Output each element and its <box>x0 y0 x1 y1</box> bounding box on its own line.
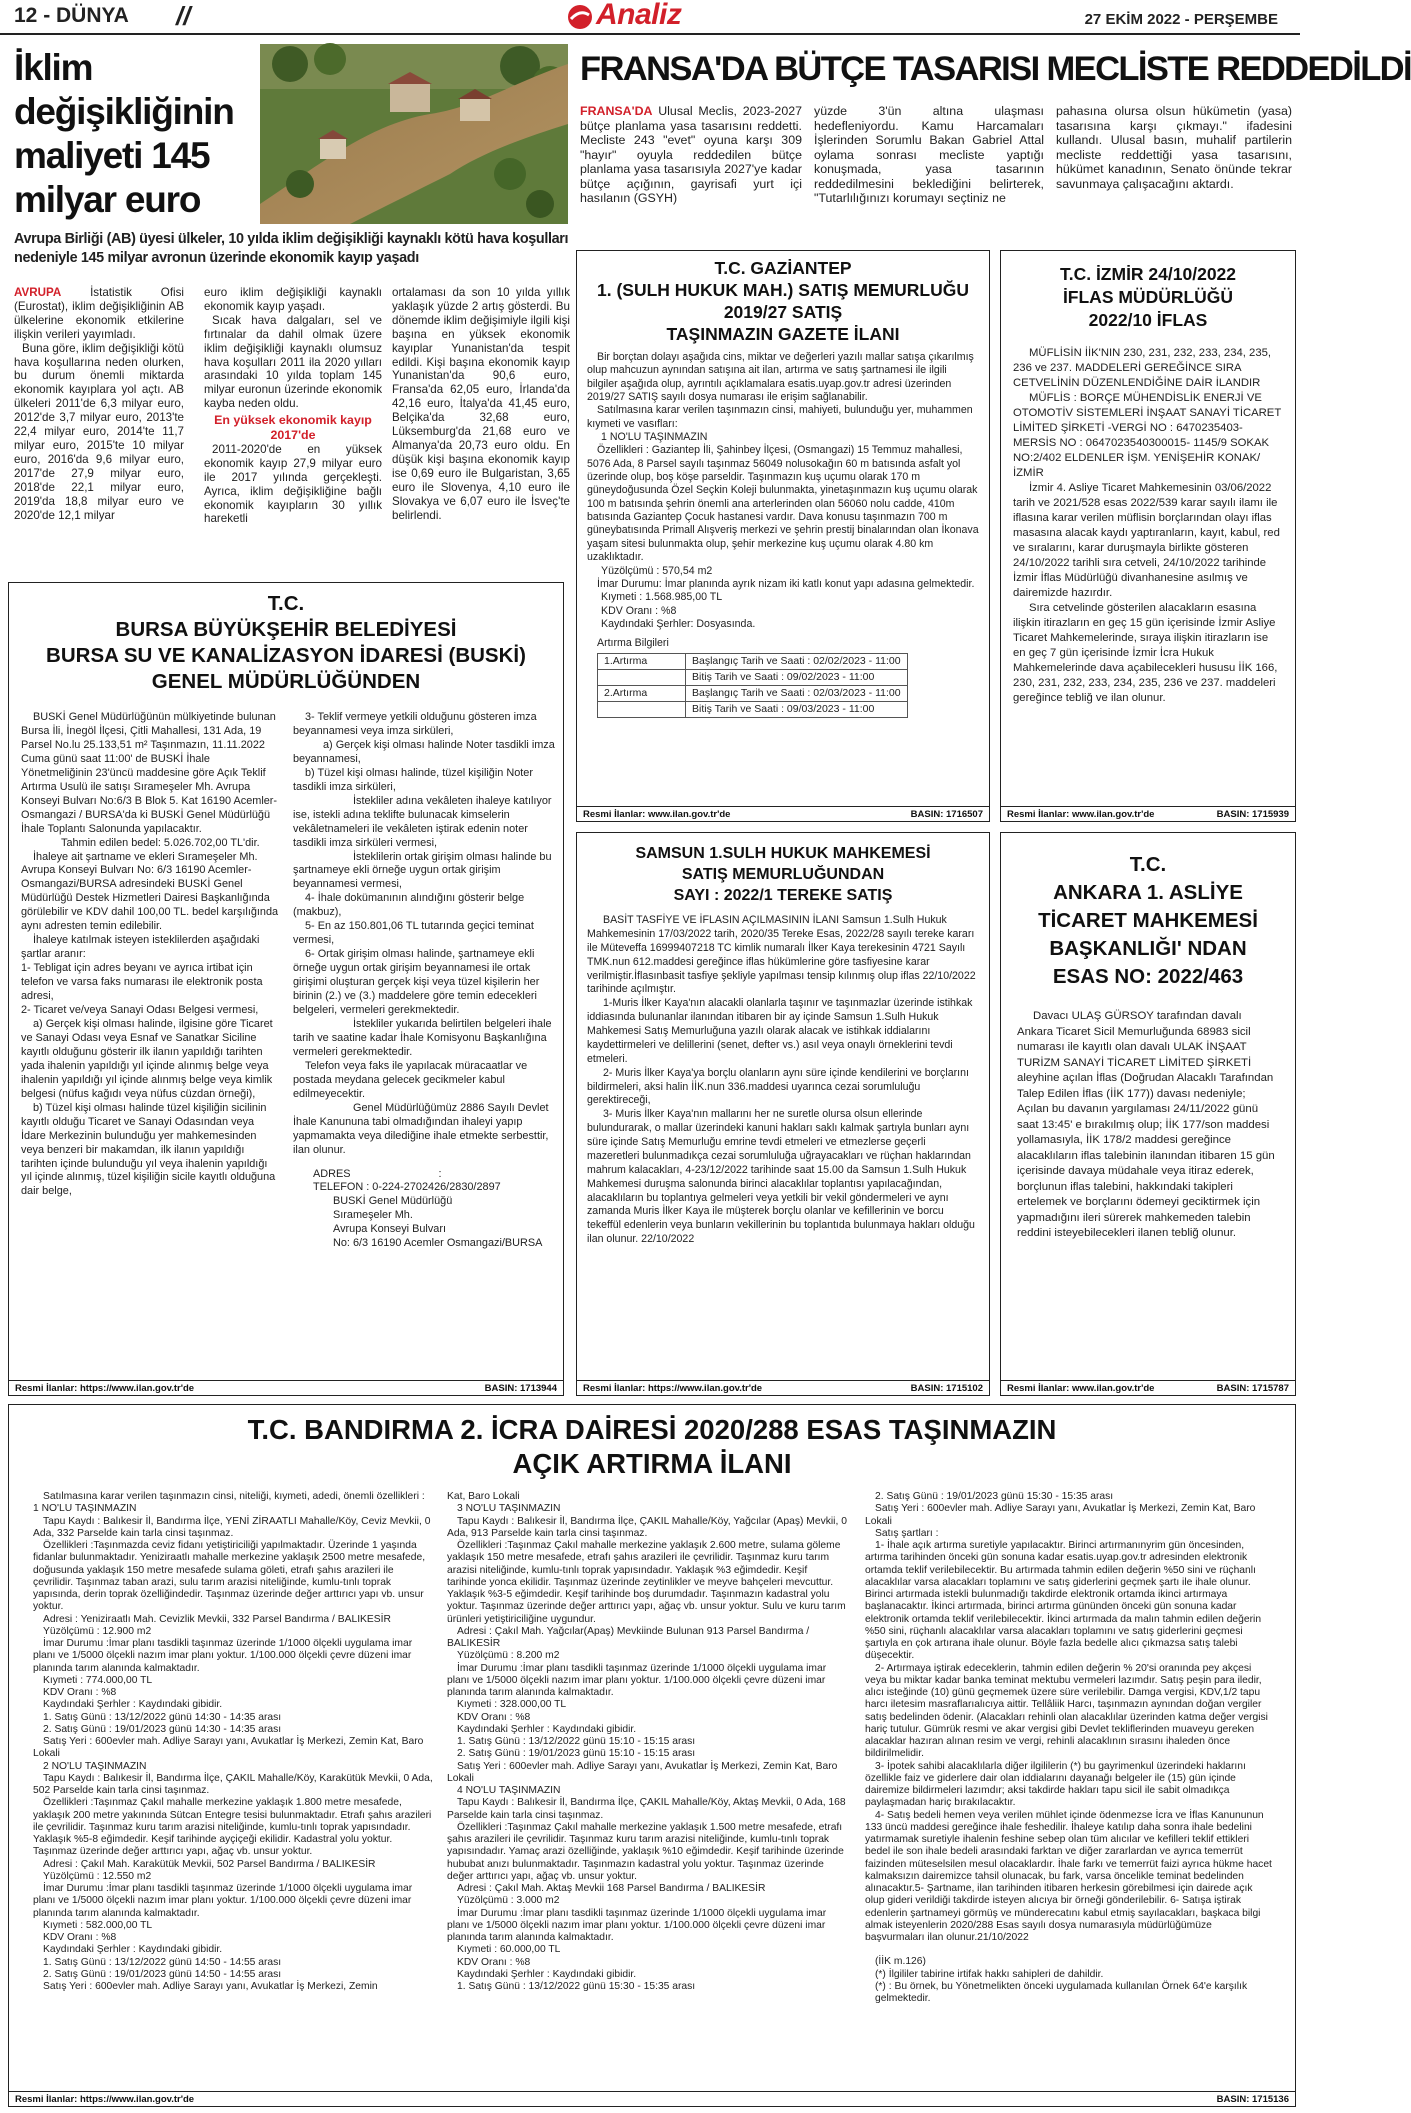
table-row: Bitiş Tarih ve Saati : 09/02/2023 - 11:00 <box>598 669 908 685</box>
ad-bandirma-col2: Kat, Baro Lokali 3 NO'LU TAŞINMAZIN Tapu Kaydı : Balıkesir İl, Bandırma İlçe, ÇAKIL Mahalle/Köy, Yağcılar (Apaş) Mevkii, 0 Ada, 913 Parselde kain tarla cinsi taşınmaz. Özellikleri :Taşınmaz Çakıl mahalle merkezine yaklaşık 2.600 metre, sulama göleme yaklaşık 150 metre mesafede, etrafı şahıs arazileri ile çevrilidir. Taşınmaz kuru tarım arazisi niteliğinde, kumlu-tınlı toprak yapısındadır. Yaklaşık %3 eğimdedir. Keşif tarihinde yonca ekilidir. Taşınmaz üzerinde zeytinlikler ve meyve bahçeleri mevcuttur. Yaklaşık %3-5 eğimdedir. Keşif tarihinde boş durumdadır. Taşınmazın kadastral yolu yoktur. Taşınmaz üzerinde değer arttırıcı yapı, ağaç vb. unsur yoktur. Sulu ve kuru tarım ürünleri yetiştiriciliğine uygundur. Adresi : Çakıl Mah. Yağcılar(Apaş) Mevkiinde Bulunan 913 Parsel Bandırma / BALIKESİR Yüzölçümü : 8.200 m2 İmar Durumu :İmar planı tasdikli taşınmaz üzerinde 1/1000 ölçekli uygulama imar planı ve 1/5000 ölçekli nazım imar planı yoktur. 1/100.000 ölçekli çevre düzeni imar planında tarım alanında kalmaktadır. Kıymeti : 328.000,00 TL KDV Oranı : %8 Kaydındaki Şerhler : Kaydındaki gibidir. 1. Satış Günü : 13/12/2022 günü 15:10 - 15:15 arası 2. Satış Günü : 19/01/2023 günü 15:10 - 15:15 arası Satış Yeri : 600evler mah. Adliye Sarayı yanı, Avukatlar İş Merkezi, Zemin Kat, Baro Lokali 4 NO'LU TAŞINMAZIN Tapu Kaydı : Balıkesir İl, Bandırma İlçe, ÇAKIL Mahalle/Köy, Aktaş Mevkii, 0 Ada, 168 Parselde kain tarla cinsi taşınmaz. Özellikleri :Taşınmaz Çakıl mahalle merkezine yaklaşık 1.500 metre mesafede, etrafı şahıs arazileri ile çevrilidir. Taşınmaz kuru tarım arazisi niteliğinde, kumlu-tınlı toprak yapısındadır. Yamaç arazi özelliğinde, yaklaşık %10 eğimdedir. Keşif tarihinde üzerinde hububat anızı bulunmaktadır. Taşınmazın kadastral yolu yoktur. Taşınmaz üzerinde değer arttırıcı yapı, ağaç vb. unsur yoktur. Adresi : Çakıl Mah. Aktaş Mevkii 168 Parsel Bandırma / BALIKESİR Yüzölçümü : 3.000 m2 İmar Durumu :İmar planı tasdikli taşınmaz üzerinde 1/1000 ölçekli uygulama imar planı ve 1/5000 ölçekli nazım imar planı yoktur. 1/100.000 ölçekli çevre düzeni imar planında tarım alanında kalmaktadır. Kıymeti : 60.000,00 TL KDV Oranı : %8 Kaydındaki Şerhler : Kaydındaki gibidir. 1. Satış Günü : 13/12/2022 günü 15:30 - 15:35 arası <box>447 1491 847 1992</box>
ad-samsun-title2: SATIŞ MEMURLUĞUNDAN <box>681 866 885 883</box>
article-france-col2 <box>814 104 1044 228</box>
ad-buski-tel: TELEFON : 0-224-2702426/2830/2897 <box>313 1181 501 1194</box>
ad-izmir-title1: T.C. İZMİR 24/10/2022 <box>1059 264 1237 284</box>
flood-photo-image <box>260 44 568 224</box>
ad-izmir-footer <box>1001 806 1295 821</box>
ad-gaziantep-p9: Kaydındaki Şerhler: Dosyasında. <box>601 617 756 630</box>
ad-samsun-p4: 3- Muris İlker Kaya'nın mallarını her ne suretle olursa olsun ellerinde bulundurarak, o mallar üzerindeki kanuni hakları saklı kalmak şartıyla bunları aynı süre içinde Satış Memurluğu emrine tevdi etmeleri ve etmezlerse geçerli mazeretleri bulunmadıkça cezai sorumluluğa uğrayacakları ve rüçhan haklarından mahrum kalacakları, 4-23/12/2022 tarihinde saat 15.00 da Samsun 1.Sulh Hukuk Mahkemesi duruşma salonunda birinci alacaklılar toplantısı yapılacağından, alacaklıların bu toplantıya gelmeleri veya yetkili bir vekil göndermeleri ve aynı zamanda Muris İlker Kaya ile müşterek borçlu olanlar ve kefillerinin ve borcu tekeffül edenlerin veya bunların vekillerinin bu toplantıda bulunmaya hakları olduğu ilan olunur. 22/10/2022 <box>587 1108 975 1246</box>
ad-buski-left <box>21 711 281 1375</box>
article-france-col3-text: pahasına olursa olsun hükümetin (yasa) tasarısına karşı çıkmayı." ifadesini kullandı. Ulusal basın, muhalif partilerin mecliste reddettiği yasa tasarısını, hükümet kanadının, Senato önünde tekrar savunmaya çalışacağını aktardı. <box>1056 104 1292 191</box>
ad-gaziantep-title3: 2019/27 SATIŞ <box>723 302 843 322</box>
ad-gaziantep-p3: 1 NO'LU TAŞINMAZIN <box>601 431 708 444</box>
ad-buski-l4: İhaleye katılmak isteyen isteklilerden aşağıdaki şartlar aranır: <box>21 934 260 961</box>
ad-buski-adres-l1: BUSKİ Genel Müdürlüğü <box>333 1195 453 1208</box>
ad-samsun-footer-link[interactable]: Resmi İlanlar: https://www.ilan.gov.tr'de <box>583 1383 763 1394</box>
ad-gaziantep-p2: Satılmasına karar verilen taşınmazın cinsi, mahiyeti, bulunduğu yer, muhammen kıymeti ve vasıfları: <box>587 404 973 430</box>
article-climate-col3-p1: ortalaması da son 10 yılda yıllık yaklaşık yüzde 2 artış gösterdi. Bu dönemde iklim değişimiyle ilgili kişi başına en yüksek ekonomik kayıplar Yunanistan'da tespit edildi. Kişi başına ekonomik kayıp Yunanistan'da 90,6 euro, Fransa'da 62,05 euro, İrlanda'da 42,16 euro, İtalya'da 41,45 euro, Belçika'da 32,68 euro, Lüksemburg'da 21,68 euro ve Almanya'da 20,73 euro oldu. En düşük kişi başına ekonomik kayıp ise 0,69 euro ile Bulgaristan, 3,65 euro ile Slovenya, 4,10 euro ile Slovakya ve 6,07 euro ile İsveç'te belirlendi. <box>392 286 570 522</box>
article-climate-col2-p3: 2011-2020'de en yüksek ekonomik kayıp 27,9 milyar euro ile 2017 yılında gerçekleşti. Ayrıca, iklim değişikliğine bağlı ekonomik kayıpların 30 yıllık hareketli <box>204 442 382 526</box>
ad-buski-l7: a) Gerçek kişi olması halinde, ilgisine göre Ticaret ve Sanayi Odası veya Esnaf ve Sanatkar Siciline kayıtlı olduğunu gösterir ilk ilanın yapıldığı tarihten yada ihalenin yapıldığı yıl içinde alınmış belge veya ihalenin yapıldığı yıl içinde alınmış belge veya kimlik belgesi (nüfus kağıdı veya nüfus cüzdan örneği), <box>21 1017 273 1100</box>
ad-ankara-footer-link[interactable]: Resmi İlanlar: www.ilan.gov.tr'de <box>1007 1383 1155 1394</box>
flood-photo <box>260 44 568 224</box>
ad-buski-adres-label: ADRES <box>313 1167 351 1180</box>
ad-samsun-footer <box>577 1380 989 1395</box>
ad-samsun-p2: 1-Muris İlker Kaya'nın alacakli olanlarla taşınır ve taşınmazlar üzerinde istihkak iddiasında bulunanlar ilanından itibaren bir ay içinde Samsun 1.Sulh Hukuk Mahkemesi Satış Memurluğuna yazılı olarak alacak ve istihkak iddialarını kaydettirmeleri ve delillerini (senet, defter vs.) asıl veya onaylı örneklerini tevdi etmeleri. <box>587 997 973 1065</box>
ad-buski-title3: BURSA SU VE KANALİZASYON İDARESİ (BUSKİ) <box>46 644 526 667</box>
ad-bandirma-title2: AÇIK ARTIRMA İLANI <box>512 1448 792 1479</box>
ad-buski-l8: b) Tüzel kişi olması halinde tüzel kişiliğin sicilinin kayıtlı olduğu Ticaret ve Sanayi Odasından veya İdare Merkezinin bulunduğu yer mahkemesinden veya benzeri bir makamdan, ilk ilanın yapıldığı tarihten içinde bulunduğu yıl veya ihalenin yapıldığı yıl içinde alınmış, tüzel kişiliğin sicile kayıtlı olduğuna dair belge, <box>21 1101 276 1198</box>
article-climate-col2-p1: euro iklim değişikliği kaynaklı ekonomik kayıp yaşadı. <box>204 286 382 313</box>
ad-ankara-p1: Davacı ULAŞ GÜRSOY tarafından davalı Ankara Ticaret Sicil Memurluğunda 68983 sicil numarası ile kayıtlı olan davalı ULAK İNŞAAT TURİZM SANAYİ TİCARET LİMİTED ŞİRKETİ aleyhine açılan İflas (Doğrudan Alacaklı Tarafından Talep Edilen İflas (İİK 177)) davası nedeniyle; Açılan bu davanın yargılaması 24/11/2022 günü saat 13:45' e bırakılmış olup; İİK 177/son maddesi yollamasıyla, İİK 178/2 maddesi gereğince alacaklıların iflas talebinin ilanından itibaren 15 gün içerisinde davaya müdahale veya itiraz ederek, borçlunun iflas talebini, hakkındaki takipleri ertelemek ve borçlarını ödemeyi geciktirmek için yapmadığını ileri sürerek mahkemeden talebin reddini isteyebilecekleri ilanen tebliğ olunur. <box>1017 1010 1275 1239</box>
ad-gaziantep-title2: 1. (SULH HUKUK MAH.) SATIŞ MEMURLUĞU <box>596 280 970 300</box>
ad-buski-l1: BUSKİ Genel Müdürlüğünün mülkiyetinde bulunan Bursa İli, İnegöl İlçesi, Çitli Mahallesi, 131 Ada, 19 Parsel No.lu 25.133,51 m² Taşınmazın, 11.11.2022 Cuma günü saat 11:00' de BUSKİ İhale Yönetmeliğinin 23'üncü maddesine göre Açık Teklif Artırma Usulü ile satışı Sırameşeler Mh. Avrupa Konseyi Bulvarı No:6/3 B Blok 5. Kat 16190 Acemler-Osmangazi / BURSA'da ki BUSKİ Genel Müdürlüğü İhale Toplantı Salonunda yapılacaktır. <box>21 711 278 835</box>
ad-gaziantep-p4: Özellikleri : Gaziantep İli, Şahinbey İlçesi, (Osmangazi) 15 Temmuz mahallesi, 5076 Ada, 8 Parsel sayılı taşınmaz 56049 nolusokağın 60 m batısında asfalt yol üzerinde olup, boş köşe parseldir. Taşınmazın kuş uçumu olarak 170 m güneydoğusunda Özel Seçkin Koleji bulunmakta, yinetaşınmazın kuş uçumu olarak 100 m batısında şehrin önemli ana arterlerinden olan 56060 nolu cadde, 410m batısında Gaziantep Çocuk hastanesi vardır. Dava konusu taşınmazın 700 m güneybatısında Primall Alışveriş merkezi ve şehrin prestij binalarından olan İkonava yaşam sitesi bulunmakta olup, şehir merkezine kuş uçumu olarak 4.80 km uzaklıktadır. <box>587 444 979 564</box>
ad-gaziantep-footer-code: BASIN: 1716507 <box>910 809 983 820</box>
logo-mark-icon <box>566 3 594 31</box>
ad-buski-title1: T.C. <box>267 592 305 615</box>
ad-ankara-title1: T.C. <box>1129 853 1167 876</box>
auction-table <box>597 653 908 719</box>
ad-bandirma-col3: 2. Satış Günü : 19/01/2023 günü 15:30 - 15:35 arası Satış Yeri : 600evler mah. Adliye Sarayı yanı, Avukatlar İş Merkezi, Zemin Kat, Baro Lokali Satış şartları : 1- İhale açık artırma suretiyle yapılacaktır. Birinci artırmanınyrim gün öncesinden, artırma tarihinden önceki gün sonuna kadar esatis.uyap.gov.tr adresinden elektronik ortamda teklif verilebilecektir. Bu artırmada tahmin edilen değerin %50 sini ve rüçhanlı alacaklılar varsa alacakları toplamını ve satış giderlerini geçmek şartı ile ihale olunur. Birinci artırmada istekli bulunmadığı takdirde elektronik ortamda ikinci artırmaya başlanacaktır. İkinci artırmada, birinci artırma gününden önceki gün sonuna kadar elektronik ortamda teklif verilebilecektir. İkinci artırmada da malın tahmin edilen değerin %50 sini, rüçhanlı alacaklılar varsa alacakları toplamını ve satış giderlerini geçmesi şartıyla en çok artırana ihale olunur. Böyle fazla bedelle alıcı çıkmazsa satış talebi düşecektir. 2- Artırmaya iştirak edeceklerin, tahmin edilen değerin % 20'si oranında pey akçesi veya bu miktar kadar banka teminat mektubu vermeleri lazımdır. Satış peşin para iledir, alıcı isteğinde (10) günü geçmemek üzere süre verilebilir. Damga vergisi, KDV,1/2 tapu harcı iletesim masraflarıalıcıya aittir. Tellâliik Harcı, taşınmazın aynından doğan vergiler satış bedelinden ödenir. (Alacakları rehinli olan alacaklılar üzerinden katma değer vergisi hariç tutulur. Gümrük resmi ve akar vergisi gibi Devlet tekliflerinden muaveyu gereken alacaklar hazıran alınan resim ve vergi, rehinli alacaklının sırasını ihaleden önce bildirilmelidir. 3- İpotek sahibi alacaklılarla diğer ilgililerin (*) bu gayrimenkul üzerindeki haklarını özellikle faiz ve giderlere dair olan iddialarını dayanağı belgeler ile (15) gün içinde dairemize bildirmeleri lazımdır; aksi takdirde hakları tapu sicil ile sabit olmadıkça paylaşmadan hariç bırakılacaktır. 4- Satış bedeli hemen veya verilen mühlet içinde ödenmezse İcra ve İflas Kanununun 133 üncü maddesi gereğince ihale feshedilir. İhaleye katılıp daha sonra ihale bedelini yatırmamak suretiyle ihalenin feshine sebep olan tüm alıcılar ve kefilleri teklif ettikleri bedel ile son ihale bedeli arasındaki farktan ve diğer zararlardan ve ayrıca temerrüt faizinden müteselsilen mesul olacaklardır. İhale farkı ve temerrüt faizi ayrıca hükme hacet kalmaksızın dairemizce tahsil olunacak, bu fark, varsa öncelikle teminat bedelinden alınacaktır.5- Şartname, ilan tarihinden itibaren herkesin görebilmesi için dairede açık olup gideri verildiği takdirde isteyen alıcıya bir örneği gönderilebilir. 6- Satışa iştirak edenlerin şartnameyi görmüş ve münderecatını kabul etmiş sayılacakları, başkaca bilgi almak isteyenlerin 2020/288 Esas sayılı dosya numarasıyla müdürlüğümüze başvurmaları ilan olunur.21/10/2022 (İİK m.126) (*) İlgililer tabirine irtifak hakkı sahipleri de dahildir. (*) : Bu örnek, bu Yönetmelikten önceki uygulamada kullanılan Örnek 64'e karşılık gelmektedir. <box>865 1491 1272 2004</box>
article-france-col2-text: yüzde 3'ün altına ulaşması hedefleniyordu. Kamu Harcamaları İşlerinden Sorumlu Bakan Gabriel Attal oylama sonrası mecliste yaptığı konuşmada, yasa tasarının reddedilmesini beklediğini belirterek, "Tutarlılığınızı korumayı seçtiniz ne <box>814 104 1044 205</box>
article-climate-lead: AVRUPA <box>14 286 62 299</box>
ad-buski-l3: İhaleye ait şartname ve ekleri Sırameşeler Mh. Avrupa Konseyi Bulvarı No: 6/3 16190 Acemler-Osmangazi/BURSA adresindeki BUSKİ Genel Müdürlüğü Destek Hizmetleri Dairesi Başkanlığında görülebilir ve KDV dahil 100,00 TL. bedel karşılığında aynı adresten temin edilebilir. <box>21 850 279 933</box>
page-header <box>0 0 1300 34</box>
ad-izmir-p1: MÜFLİSİN İİK'NIN 230, 231, 232, 233, 234, 235, 236 ve 237. MADDELERİ GEREĞİNCE SIRA CETVELİNİN DÜZENLENDİĞİNE DAİR İLANDIR <box>1013 347 1272 390</box>
ad-bandirma-title1: T.C. BANDIRMA 2. İCRA DAİRESİ 2020/288 ESAS TAŞINMAZIN <box>247 1414 1057 1445</box>
article-france-title: FRANSA'DA BÜTÇE TASARISI MECLİSTE REDDEDİLDİ <box>580 50 1411 88</box>
ad-bandirma-footer-code: BASIN: 1715136 <box>1216 2094 1289 2105</box>
ad-izmir-title3: 2022/10 İFLAS <box>1088 310 1208 330</box>
ad-gaziantep <box>576 250 990 822</box>
ad-samsun-title3: SAYI : 2022/1 TEREKE SATIŞ <box>673 887 893 904</box>
article-france-col1 <box>580 104 802 228</box>
ad-buski-footer <box>9 1380 563 1395</box>
ad-buski-r6: 4- İhale dokümanının alındığını gösterir belge (makbuz), <box>293 892 525 919</box>
page-label: 12 - DÜNYA <box>14 4 129 27</box>
article-climate-title: İklim değişikliğinin maliyeti 145 milyar euro <box>14 47 234 220</box>
article-climate-subhead: En yüksek ekonomik kayıp 2017'de <box>214 413 372 443</box>
ad-buski-l6: 2- Ticaret ve/veya Sanayi Odası Belgesi vermesi, <box>21 1004 259 1017</box>
ad-buski-adres-l2: Sırameşeler Mh. <box>333 1209 413 1222</box>
ad-buski-r9: İstekliler yukarıda belirtilen belgeleri ihale tarih ve saatine kadar İhale Komisyonu Başkanlığına vermeleri gerekmektedir. <box>293 1017 552 1058</box>
ad-buski-title2: BURSA BÜYÜKŞEHİR BELEDİYESİ <box>115 618 457 641</box>
ad-gaziantep-p5: Yüzölçümü : 570,54 m2 <box>601 564 713 577</box>
ad-buski-address <box>293 1168 555 1252</box>
ad-izmir-p3: İzmir 4. Asliye Ticaret Mahkemesinin 03/06/2022 tarih ve 2021/528 esas 2022/539 karar sayılı ilamı ile iflasına karar verilen müflisin borçlarından olayı iflas masasına alacak kaydı yaptıranların, kayıt, kabul, red ve sıralarını, karar duruşmayla birlikte gösteren 24/10/2022 tarihli sıra cetveli, 24/10/2022 tarihinde İzmir İflas Müdürlüğü divanhanesine asılmış ve dairemizde hazırdır. <box>1013 482 1280 600</box>
article-climate-lead-rest: İstatistik Ofisi (Eurostat), iklim değişikliğinin AB ülkelerine ekonomik etkilerine ilişkin verileri yayımladı. <box>14 286 184 341</box>
header-rule <box>0 33 1300 35</box>
ad-izmir-title2: İFLAS MÜDÜRLÜĞÜ <box>1062 287 1234 307</box>
logo-text: Analiz <box>596 0 682 31</box>
article-france-col3 <box>1056 104 1292 228</box>
table-row: Bitiş Tarih ve Saati : 09/03/2023 - 11:00 <box>598 702 908 718</box>
ad-gaziantep-footer-link[interactable]: Resmi İlanlar: www.ilan.gov.tr'de <box>583 809 731 820</box>
ad-izmir-p2: MÜFLİS : BORÇE MÜHENDİSLİK ENERJİ VE OTOMOTİV SİSTEMLERİ İNŞAAT SANAYİ TİCARET LİMİTED ŞİRKETİ -VERGİ NO : 6470235403- MERSİS NO : 0647023540300015- 1145/9 SOKAK NO:2/402 ELDENLER İŞM. YENİŞEHİR KONAK/İZMİR <box>1013 392 1282 480</box>
ad-buski-l5: 1- Tebligat için adres beyanı ve ayrıca irtibat için telefon ve varsa faks numarası ile elektronik posta adresi, <box>21 962 263 1003</box>
article-climate-subtitle: Avrupa Birliği (AB) üyesi ülkeler, 10 yılda iklim değişikliği kaynaklı kötü hava koşulları nedeniyle 145 milyar avronun üzerinde ekonomik kayıp yaşadı <box>14 231 569 266</box>
ad-samsun-footer-code: BASIN: 1715102 <box>910 1383 983 1394</box>
ad-buski-r7: 5- En az 150.801,06 TL tutarında geçici teminat vermesi, <box>293 920 534 947</box>
ad-samsun-p3: 2- Muris İlker Kaya'ya borçlu olanların aynı süre içinde kendilerini ve borçlarını bildirmeleri, aksi halin İİK.nun 336.maddesi uyarınca cezai sorumluluğu gerektireceği, <box>587 1066 969 1107</box>
ad-izmir <box>1000 250 1296 822</box>
ad-buski-footer-link[interactable]: Resmi İlanlar: https://www.ilan.gov.tr'de <box>15 1383 195 1394</box>
ad-izmir-p4: Sıra cetvelinde gösterilen alacakların esasına ilişkin itirazların en geç 15 gün içerisinde İzmir Asliye Ticaret Mahkemelerinde, sıraya ilişkin itirazların ise en geç 7 gün içerisinde İzmir İcra Hukuk Mahkemelerinde dava açabilecekleri hususu İİK 166, 230, 231, 232, 233, 234, 235, 236 ve 237. maddeleri gereğince tebliğ ve ilan olunur. <box>1013 602 1278 705</box>
table-row: 2.Artırma Başlangıç Tarih ve Saati : 02/03/2023 - 11:00 <box>598 686 908 702</box>
ad-ankara <box>1000 832 1296 1396</box>
ad-buski-r5: İsteklilerin ortak girişim olması halinde bu şartnameye ekli örneğe uygun ortak girişim beyannamesi vermesi, <box>293 850 552 891</box>
ad-buski-adres-l3: Avrupa Konseyi Bulvarı <box>333 1223 447 1236</box>
ad-gaziantep-title1: T.C. GAZİANTEP <box>714 258 852 278</box>
ad-buski-r4: İstekliler adına vekâleten ihaleye katılıyor ise, istekli adına teklifte bulunacak kimselerin vekâletnameleri ile vekâleten iştirak edenin noter tasdikli imza sirküleri vermesi, <box>293 794 552 849</box>
header-slashes: // <box>176 1 191 31</box>
ad-gaziantep-p7: Kıymeti : 1.568.985,00 TL <box>601 591 723 604</box>
table-row: 1.Artırma Başlangıç Tarih ve Saati : 02/02/2023 - 11:00 <box>598 653 908 669</box>
ad-buski-r1: 3- Teklif vermeye yetkili olduğunu gösteren imza beyannamesi veya imza sirküleri, <box>293 711 537 737</box>
ad-ankara-footer <box>1001 1380 1295 1395</box>
ad-buski-r2: a) Gerçek kişi olması halinde Noter tasdikli imza beyannamesi, <box>293 738 555 765</box>
issue-date: 27 EKİM 2022 - PERŞEMBE <box>1084 11 1278 28</box>
ad-samsun-p1: BASİT TASFİYE VE İFLASIN AÇILMASININ İLANI Samsun 1.Sulh Hukuk Mahkemesinin 17/03/2022 tarih, 2020/35 Tereke Esas, 2022/28 sayılı tereke kararı ile Müteveffa 16999407218 TC kimlik numaralı İlker Kaya terekesinin 4721 Sayılı TMK.nun 612.maddesi gereğince iflas hükümlerine göre tasfiyesine karar verilmiştir.İflasınbasit tasfiye şekliyle yapılması tensip kılınmış olup iflas 22/10/2022 tarihinde açılmıştır. <box>587 914 976 996</box>
ad-izmir-footer-code: BASIN: 1715939 <box>1216 809 1289 820</box>
article-france-col1-text: Ulusal Meclis, 2023-2027 bütçe planlama yasa tasarısını reddetti. Mecliste 243 "evet" oyuna karşı 309 "hayır" oyuyla reddedilen bütçe planlama yasa tasarısıyla 2027'ye kadar bütçe açığının, gayrisafi yurt içi hasılanın (GSYH) <box>580 104 802 205</box>
ad-buski-right <box>293 711 555 1375</box>
ad-gaziantep-footer <box>577 806 989 821</box>
ad-buski-adres-l4: No: 6/3 16190 Acemler Osmangazi/BURSA <box>333 1237 543 1250</box>
ad-samsun <box>576 832 990 1396</box>
ad-buski-adres-colon: : <box>438 1167 442 1180</box>
ad-buski-title4: GENEL MÜDÜRLÜĞÜNDEN <box>151 670 421 693</box>
ad-gaziantep-p1: Bir borçtan dolayı aşağıda cins, miktar ve değerleri yazılı mallar satışa çıkarılmış olup mahcuzun aynından satışına ait ilan, artırma ve satış şartnamesi ile ilgili bilgiler aşağıda olup, ayrıntılı açıklamalara esatis.uyap.gov.tr adresi üzerinden 2019/27 SATIŞ sayılı dosya numarası ile erişim sağlanabilir. <box>587 351 974 404</box>
article-climate-p2: Buna göre, iklim değişikliği kötü hava koşullarına neden olurken, bu durum önemli miktarda ekonomik kayıplara yol açtı. AB ülkeleri 2011'de 6,3 milyar euro, 2012'de 3,7 milyar euro, 2013'te 22,4 milyar euro, 2014'te 11,7 milyar euro, 2015'te 10 milyar euro, 2016'da 9,6 milyar euro, 2017'de 27,9 milyar euro, 2018'de 22,1 milyar euro, 2019'da 18,8 milyar euro ve 2020'de 12,1 milyar <box>14 341 184 522</box>
ad-samsun-title1: SAMSUN 1.SULH HUKUK MAHKEMESİ <box>635 845 931 862</box>
ad-bandirma-footer <box>9 2091 1295 2106</box>
ad-bandirma <box>8 1404 1296 2107</box>
ad-buski-r11: Genel Müdürlüğümüz 2886 Sayılı Devlet İhale Kanununa tabi olmadığından ihaleyi yapıp yapmamakta veya dilediğine ihale etmekte serbesttir, ilan olunur. <box>293 1101 549 1156</box>
ad-buski-r3: b) Tüzel kişi olması halinde, tüzel kişiliğin Noter tasdikli imza sirküleri, <box>293 766 533 793</box>
article-climate-col2 <box>204 286 382 568</box>
ad-buski <box>8 582 564 1396</box>
ad-gaziantep-title4: TAŞINMAZIN GAZETE İLANI <box>666 324 900 344</box>
ad-buski-r10: Telefon veya faks ile yapılacak müracaatlar ve postada meydana gelecek gecikmeler kabul edilmeyecektir. <box>293 1059 528 1100</box>
article-climate-col2-p2: Sıcak hava dalgaları, sel ve fırtınalar da dahil olmak üzere iklim değişikliği kaynaklı olumsuz hava koşulları 2011 ila 2020 yılları arasındaki 10 yılda toplam 145 milyar euronun üzerinde ekonomik kayba neden oldu. <box>204 313 382 411</box>
article-climate-col3 <box>392 286 570 568</box>
ad-gaziantep-table-title: Artırma Bilgileri <box>597 637 669 650</box>
ad-gaziantep-p8: KDV Oranı : %8 <box>601 604 677 617</box>
article-france-lead: FRANSA'DA <box>580 104 653 118</box>
ad-gaziantep-p6: İmar Durumu: İmar planında ayrık nizam iki katlı konut yapı adasına gelmektedir. <box>597 577 975 590</box>
ad-ankara-title2: ANKARA 1. ASLİYE TİCARET MAHKEMESİ BAŞKANLIĞI' NDAN <box>1038 881 1258 960</box>
ad-buski-r8: 6- Ortak girişim olması halinde, şartnameye ekli örneğe uygun ortak girişim beyannamesi ile ortak girişimi oluşturan gerçek kişi veya tüzel kişilerin her birinin (2.) ve (3.) maddelere göre temin edecekleri belgeleri, vermeleri gerekmektedir. <box>293 948 540 1017</box>
ad-ankara-title3: ESAS NO: 2022/463 <box>1052 965 1244 988</box>
ad-izmir-footer-link[interactable]: Resmi İlanlar: www.ilan.gov.tr'de <box>1007 809 1155 820</box>
ad-ankara-footer-code: BASIN: 1715787 <box>1216 1383 1289 1394</box>
ad-buski-footer-code: BASIN: 1713944 <box>484 1383 557 1394</box>
ad-bandirma-col1: Satılmasına karar verilen taşınmazın cinsi, niteliği, kıymeti, adedi, önemli özellikleri : 1 NO'LU TAŞINMAZIN Tapu Kaydı : Balıkesir İl, Bandırma İlçe, YENİ ZİRAATLI Mahalle/Köy, Ceviz Mevkii, 0 Ada, 332 Parselde kain tarla cinsi taşınmaz. Özellikleri :Taşınmazda ceviz fidanı yetiştiriciliği yapılmaktadır. Üzerinde 1 yaşında fidanlar bulunmaktadır. Yeniziraatlı mahalle merkezine yaklaşık 2500 metre mesafede, doğusunda yaklaşık 150 metre mesafede sulama göleti, etrafı şahıs arazileri ile çevrilidir. Taşınmaz taban arazi, sulu tarım arazisi niteliğinde, kumlu-tınlı toprak yapısında, derin toprak özelliğindedir. Taşınmaz üzerinde değer arttırıcı yapı vb. unsur yoktur. Adresi : Yeniziraatlı Mah. Cevizlik Mevkii, 332 Parsel Bandırma / BALIKESİR Yüzölçümü : 12.900 m2 İmar Durumu :İmar planı tasdikli taşınmaz üzerinde 1/1000 ölçekli uygulama imar planı ve 1/5000 ölçekli nazım imar planı yoktur. 1/100.000 ölçekli çevre düzeni imar planında tarım alanında kalmaktadır. Kıymeti : 774.000,00 TL KDV Oranı : %8 Kaydındaki Şerhler : Kaydındaki gibidir. 1. Satış Günü : 13/12/2022 günü 14:30 - 14:35 arası 2. Satış Günü : 19/01/2023 günü 14:30 - 14:35 arası Satış Yeri : 600evler mah. Adliye Sarayı yanı, Avukatlar İş Merkezi, Zemin Kat, Baro Lokali 2 NO'LU TAŞINMAZIN Tapu Kaydı : Balıkesir İl, Bandırma İlçe, ÇAKIL Mahalle/Köy, Karakütük Mevkii, 0 Ada, 502 Parselde kain tarla cinsi taşınmaz. Özellikleri :Taşınmaz Çakıl mahalle merkezine yaklaşık 1.800 metre mesafede, yaklaşık 200 metre yakınında Sütcan Entegre tesisi bulunmaktadır. Etrafı şahıs arazileri ile çevrilidir. Taşınmaz kuru tarım arazisi niteliğinde, kumlu-tınlı toprak yapısındadır. Yaklaşık %5-8 eğimdedir. Keşif tarihinde ayçiçeği ekilidir. Kadastral yolu yoktur. Taşınmaz üzerinde değer arttırıcı yapı, ağaç vb. unsur yoktur. Adresi : Çakıl Mah. Karakütük Mevkii, 502 Parsel Bandırma / BALIKESİR Yüzölçümü : 12.550 m2 İmar Durumu :İmar planı tasdikli taşınmaz üzerinde 1/1000 ölçekli uygulama imar planı ve 1/5000 ölçekli nazım imar planı yoktur. 1/100.000 ölçekli çevre düzeni imar planında tarım alanında kalmaktadır. Kıymeti : 582.000,00 TL KDV Oranı : %8 Kaydındaki Şerhler : Kaydındaki gibidir. 1. Satış Günü : 13/12/2022 günü 14:50 - 14:55 arası 2. Satış Günü : 19/01/2023 günü 14:50 - 14:55 arası Satış Yeri : 600evler mah. Adliye Sarayı yanı, Avukatlar İş Merkezi, Zemin <box>33 1491 433 1992</box>
ad-buski-l2: Tahmin edilen bedel: 5.026.702,00 TL'dir. <box>61 836 260 849</box>
article-climate-col1 <box>14 286 184 568</box>
ad-bandirma-footer-link[interactable]: Resmi İlanlar: https://www.ilan.gov.tr'de <box>15 2094 195 2105</box>
